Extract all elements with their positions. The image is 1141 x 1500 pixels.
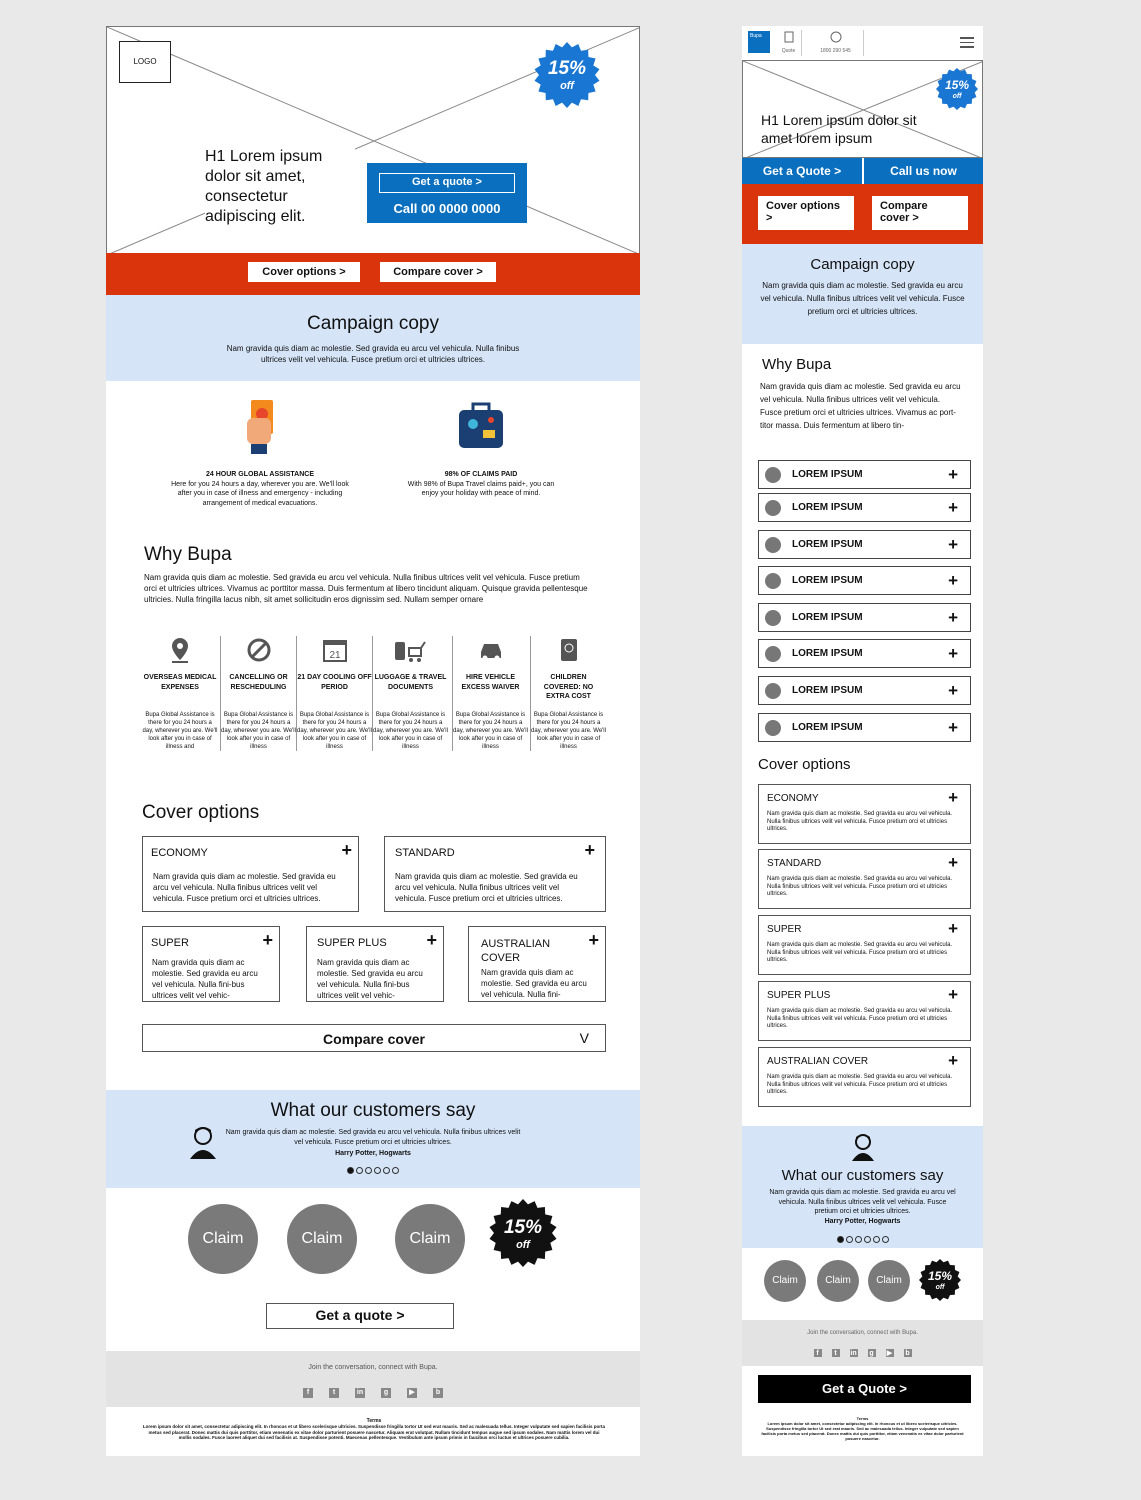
carousel-dots[interactable] xyxy=(742,1230,983,1248)
cover-text: Nam gravida quis diam ac molestie. Sed gravida eu arcu vel vehicula. Nulla finibus ultrices velit vel vehicula. Fusce pretium orci et ultricies ultrices. xyxy=(767,1074,953,1095)
bullet-icon xyxy=(765,573,781,589)
avatar-icon xyxy=(188,1124,218,1160)
mobile-cover-card[interactable] xyxy=(758,1047,971,1107)
luggage-icon xyxy=(391,636,431,664)
discount-badge: 15% off xyxy=(533,41,601,109)
hero-heading: H1 Lorem ipsum dolor sit amet, consectetur adipiscing elit. xyxy=(205,147,355,227)
bullet-icon xyxy=(765,720,781,736)
testimonial-author: Harry Potter, Hogwarts xyxy=(335,1150,411,1157)
mobile-why-bupa-body: Nam gravida quis diam ac molestie. Sed gravida eu arcu vel vehicula. Nulla finibus ultrices velit vel vehicula. Fusce pretium orci et ultricies ultrices. Vivamus ac port-titor massa. Duis fermentum at libero tin- xyxy=(760,382,961,430)
blog-icon[interactable]: b xyxy=(433,1388,443,1398)
accordion-item[interactable] xyxy=(758,603,971,632)
accordion-label: LOREM IPSUM xyxy=(792,469,863,480)
highlight-claims: 98% OF CLAIMS PAID With 98% of Bupa Travel claims paid+, you can enjoy your holiday with peace of mind. xyxy=(406,396,556,499)
testimonial-title: What our customers say xyxy=(270,1100,476,1121)
youtube-icon[interactable]: ▶ xyxy=(407,1388,417,1398)
accordion-label: LOREM IPSUM xyxy=(792,539,863,550)
bullet-icon xyxy=(765,646,781,662)
accordion-label: LOREM IPSUM xyxy=(792,685,863,696)
compare-cover-button[interactable]: Compare cover > xyxy=(380,262,496,282)
mobile-top-bar xyxy=(742,26,983,58)
mobile-campaign-section: Campaign copy Nam gravida quis diam ac molestie. Sed gravida eu arcu vel vehicula. Nulla finibus ultrices velit vel vehicula. Fusce pretium orci et ultricies ultrices. xyxy=(742,244,983,344)
expand-icon[interactable]: + xyxy=(948,1051,958,1070)
cover-name: SUPER PLUS xyxy=(767,990,831,1001)
testimonial-body: Nam gravida quis diam ac molestie. Sed gravida eu arcu vel vehicula. Nulla finibus ultrices velit vel vehicula. Fusce pretium orci et ultricies ultrices. xyxy=(225,1129,521,1146)
twitter-icon[interactable]: t xyxy=(329,1388,339,1398)
mobile-wireframe xyxy=(742,26,983,1456)
phone-link[interactable]: 1800 290 545 xyxy=(808,30,864,56)
google-plus-icon[interactable]: g xyxy=(869,1350,874,1357)
expand-icon[interactable]: + xyxy=(948,681,958,700)
linkedin-icon[interactable]: in xyxy=(356,1388,364,1396)
expand-icon[interactable]: + xyxy=(948,985,958,1004)
expand-icon[interactable]: + xyxy=(948,718,958,737)
compare-cover-button[interactable]: Compare cover > xyxy=(872,196,968,230)
call-number[interactable]: Call 00 0000 0000 xyxy=(393,201,501,216)
chevron-down-icon: V xyxy=(579,1030,589,1046)
hero-banner xyxy=(106,26,640,254)
hero-nav-bar xyxy=(106,253,640,295)
hero-cta-panel xyxy=(367,163,527,223)
claim-button[interactable]: Claim xyxy=(868,1260,910,1302)
expand-icon[interactable]: + xyxy=(948,644,958,663)
claim-button[interactable]: Claim xyxy=(287,1204,357,1274)
cover-card-standard[interactable]: STANDARD + Nam gravida quis diam ac molestie. Sed gravida eu arcu vel vehicula. Nulla finibus ultrices velit vel vehicula. Fusce pretium orci et ultricies ultrices. xyxy=(384,836,606,912)
accordion-item[interactable] xyxy=(758,493,971,522)
feature-cooling-off: 21 21 DAY COOLING OFF PERIOD Bupa Global Assistance is there for you 24 hours a day, wherever you are. We'll look after you in case of illness xyxy=(296,636,372,751)
accordion-label: LOREM IPSUM xyxy=(792,575,863,586)
cover-name: STANDARD xyxy=(767,858,822,869)
accordion-label: LOREM IPSUM xyxy=(792,648,863,659)
cover-options-title: Cover options xyxy=(142,802,260,823)
location-pin-icon xyxy=(168,636,192,664)
bupa-logo[interactable]: Bupa xyxy=(748,31,770,53)
claim-button[interactable]: Claim xyxy=(764,1260,806,1302)
feature-children: CHILDREN COVERED: NO EXTRA COST Bupa Global Assistance is there for you 24 hours a day, wherever you are. We'll look after you in case of illness xyxy=(530,636,606,751)
mobile-cover-card[interactable] xyxy=(758,915,971,975)
mobile-get-quote-button[interactable]: Get a Quote > xyxy=(742,158,863,184)
claim-button[interactable]: Claim xyxy=(188,1204,258,1274)
highlight-assistance: 24 HOUR GLOBAL ASSISTANCE Here for you 24 hours a day, wherever you are. We'll look after you in case of illness and emergency - including arrangement of medical evacuations. xyxy=(170,396,350,508)
bullet-icon xyxy=(765,467,781,483)
cover-text: Nam gravida quis diam ac molestie. Sed gravida eu arcu vel vehicula. Nulla finibus ultrices velit vel vehicula. Fusce pretium orci et ultricies ultrices. xyxy=(767,1008,953,1029)
accordion-item[interactable] xyxy=(758,460,971,489)
mobile-terms-section: Terms Lorem ipsum dolor sit amet, consectetur adipiscing elit. In rhoncus et ut libero scelerisque ultricies. Suspendisse fringilla tortor Ut sed erat mauris. Sed ac malesuada tellus. Integer vulputate sed sapien facilisis porta metus sed placerat. Donec mattis dui quis porttitor, etiam venenatis ex vitae dolor parturient posuere nascetur. xyxy=(761,1416,964,1441)
facebook-icon[interactable]: f xyxy=(814,1349,822,1357)
cover-options-button[interactable]: Cover options > xyxy=(248,262,360,282)
feature-luggage: LUGGAGE & TRAVEL DOCUMENTS Bupa Global Assistance is there for you 24 hours a day, wherever you are. We'll look after you in case of illness xyxy=(372,636,448,751)
mobile-cover-card[interactable] xyxy=(758,981,971,1041)
accordion-item[interactable] xyxy=(758,566,971,595)
expand-icon[interactable]: + xyxy=(948,788,958,807)
cover-text: Nam gravida quis diam ac molestie. Sed gravida eu arcu vel vehicula. Nulla finibus ultrices velit vel vehicula. Fusce pretium orci et ultricies ultrices. xyxy=(767,942,953,963)
calendar-icon xyxy=(321,636,349,664)
mobile-social-section: Join the conversation, connect with Bupa. f t in g ▶ b xyxy=(742,1320,983,1366)
expand-icon[interactable]: + xyxy=(948,498,958,517)
expand-icon[interactable]: + xyxy=(341,840,352,860)
campaign-body: Nam gravida quis diam ac molestie. Sed gravida eu arcu vel vehicula. Nulla finibus ultrices velit vel vehicula. Fusce pretium orci et ultricies ultrices. xyxy=(226,344,520,364)
expand-icon[interactable]: + xyxy=(588,930,599,950)
cover-name: ECONOMY xyxy=(767,793,819,804)
blog-icon[interactable]: b xyxy=(905,1350,910,1357)
expand-icon[interactable]: + xyxy=(948,853,958,872)
why-bupa-title: Why Bupa xyxy=(144,544,232,565)
logo-placeholder[interactable]: LOGO xyxy=(119,41,171,83)
discount-badge: 15% off xyxy=(918,1258,962,1302)
discount-badge: 15% off xyxy=(935,67,979,111)
cover-text: Nam gravida quis diam ac molestie. Sed gravida eu arcu vel vehicula. Nulla finibus ultrices velit vel vehicula. Fusce pretium orci et ultricies ultrices. xyxy=(767,811,953,832)
passport-hand-icon xyxy=(235,396,285,456)
mobile-cover-card[interactable] xyxy=(758,784,971,844)
testimonial-section xyxy=(106,1090,640,1188)
mobile-hero-banner xyxy=(742,60,983,158)
accordion-label: LOREM IPSUM xyxy=(792,502,863,513)
mobile-cover-options-title: Cover options xyxy=(758,756,851,773)
hamburger-menu-icon[interactable] xyxy=(960,37,974,48)
car-icon xyxy=(476,636,506,664)
discount-badge: 15% off xyxy=(488,1198,558,1268)
cover-card-economy[interactable]: ECONOMY + Nam gravida quis diam ac molestie. Sed gravida eu arcu vel vehicula. Nulla finibus ultrices velit vel vehicula. Fusce pretium orci et ultricies ultrices. xyxy=(142,836,359,912)
get-quote-button[interactable]: Get a quote > xyxy=(379,173,515,193)
feature-overseas: OVERSEAS MEDICAL EXPENSES Bupa Global Assistance is there for you 24 hours a day, wherever you are. We'll look after you in case of illness and xyxy=(142,636,218,751)
accordion-item[interactable] xyxy=(758,713,971,742)
campaign-title: Campaign copy xyxy=(306,313,440,334)
compare-cover-toggle[interactable]: Compare cover V xyxy=(142,1024,606,1052)
expand-icon[interactable]: + xyxy=(426,930,437,950)
accordion-label: LOREM IPSUM xyxy=(792,722,863,733)
bullet-icon xyxy=(765,537,781,553)
desktop-wireframe xyxy=(106,26,640,1456)
cover-options-button[interactable]: Cover options > xyxy=(758,196,854,230)
social-section: Join the conversation, connect with Bupa. f t in g ▶ b xyxy=(106,1351,640,1407)
feature-hire-vehicle: HIRE VEHICLE EXCESS WAIVER Bupa Global Assistance is there for you 24 hours a day, wherever you are. We'll look after you in case of illness xyxy=(452,636,528,751)
expand-icon[interactable]: + xyxy=(262,930,273,950)
mobile-get-quote-bottom-button[interactable]: Get a Quote > xyxy=(758,1375,971,1403)
suitcase-icon xyxy=(451,396,511,456)
cover-text: Nam gravida quis diam ac molestie. Sed gravida eu arcu vel vehicula. Nulla finibus ultrices velit vel vehicula. Fusce pretium orci et ultricies ultrices. xyxy=(767,876,953,897)
twitter-icon[interactable]: t xyxy=(832,1349,840,1357)
mobile-cover-card[interactable] xyxy=(758,849,971,909)
cover-card-super-plus[interactable]: SUPER PLUS + Nam gravida quis diam ac molestie. Sed gravida eu arcu vel vehicula. Nulla fini-bus ultrices velit vel vehic- xyxy=(306,926,444,1002)
youtube-icon[interactable]: ▶ xyxy=(886,1350,893,1357)
accordion-item[interactable] xyxy=(758,676,971,705)
mobile-why-bupa-title: Why Bupa xyxy=(762,356,832,373)
accordion-label: LOREM IPSUM xyxy=(792,612,863,623)
linkedin-icon[interactable]: in xyxy=(850,1350,857,1357)
cover-name: SUPER xyxy=(767,924,802,935)
expand-icon[interactable]: + xyxy=(948,465,958,484)
expand-icon[interactable]: + xyxy=(948,571,958,590)
quote-link[interactable]: Quote xyxy=(776,30,802,56)
passport-icon xyxy=(557,636,581,664)
why-bupa-body: Nam gravida quis diam ac molestie. Sed gravida eu arcu vel vehicula. Nulla finibus ultrices velit vel vehicula. Fusce pretium orci et ultricies ultrices. Vivamus ac porttitor massa. Duis fermentum at libero tincidunt aliquam. Quisque gravida pellentesque ultricies. Nulla fringilla lacus nibh, sit amet sollicitudin eros dignissim sed. Nullam semper ornare xyxy=(144,573,588,604)
document-icon xyxy=(784,31,794,43)
google-plus-icon[interactable]: g xyxy=(381,1388,391,1398)
feature-cancelling: CANCELLING OR RESCHEDULING Bupa Global Assistance is there for you 24 hours a day, wherever you are. We'll look after you in case of illness xyxy=(220,636,296,751)
claim-button[interactable]: Claim xyxy=(395,1204,465,1274)
mobile-nav-bar xyxy=(742,184,983,244)
bullet-icon xyxy=(765,610,781,626)
terms-section: Terms Lorem ipsum dolor sit amet, consectetur adipiscing elit. In rhoncus et ut libero scelerisque ultricies. Suspendisse fringilla tortor Ut sed erat mauris. Sed ac malesuada tellus. Integer vulputate sed sapien facilisis porta metus sed placerat. Donec mattis dui quis porttitor, etiam venenatis ex vitae dolor parturient posuere nascetur. Aliquam erat volutpat. Nullam tincidunt tempus augue sed ipsum sodales. Nam mattis lorem vel dui mollis sodales. Fusce laoreet aliquet dui sed facilisis at. Suspendisse potenti. Maecenas pellentesque. Vestibulum ante ipsum primis in faucibus orci luctus et ultrices posuere cubilia. xyxy=(142,1418,606,1440)
avatar-icon xyxy=(851,1132,875,1162)
cover-card-australian[interactable]: AUSTRALIAN COVER + Nam gravida quis diam ac molestie. Sed gravida eu arcu vel vehicula. Nulla fini- xyxy=(468,926,606,1002)
svg-text:21: 21 xyxy=(328,650,341,661)
cancel-icon xyxy=(245,636,273,664)
expand-icon[interactable]: + xyxy=(948,919,958,938)
carousel-dots[interactable] xyxy=(106,1161,640,1179)
campaign-section xyxy=(106,295,640,381)
phone-icon xyxy=(830,31,842,43)
expand-icon[interactable]: + xyxy=(948,535,958,554)
mobile-hero-heading: H1 Lorem ipsum dolor sit amet lorem ipsum xyxy=(761,112,917,146)
mobile-call-button[interactable]: Call us now xyxy=(864,158,983,184)
get-quote-bottom-button[interactable]: Get a quote > xyxy=(266,1303,454,1329)
bullet-icon xyxy=(765,683,781,699)
cover-card-super[interactable]: SUPER + Nam gravida quis diam ac molestie. Sed gravida eu arcu vel vehicula. Nulla fini-bus ultrices velit vel vehic- xyxy=(142,926,280,1002)
accordion-item[interactable] xyxy=(758,639,971,668)
mobile-testimonial-section: What our customers say Nam gravida quis diam ac molestie. Sed gravida eu arcu vel vehicula. Nulla finibus ultrices velit vel vehicula. Fusce pretium orci et ultricies ultrices. Harry Potter, Hogwarts xyxy=(742,1126,983,1248)
facebook-icon[interactable]: f xyxy=(303,1388,313,1398)
bullet-icon xyxy=(765,500,781,516)
expand-icon[interactable]: + xyxy=(948,608,958,627)
expand-icon[interactable]: + xyxy=(584,840,595,860)
cover-name: AUSTRALIAN COVER xyxy=(767,1056,869,1067)
claim-button[interactable]: Claim xyxy=(817,1260,859,1302)
accordion-item[interactable] xyxy=(758,530,971,559)
